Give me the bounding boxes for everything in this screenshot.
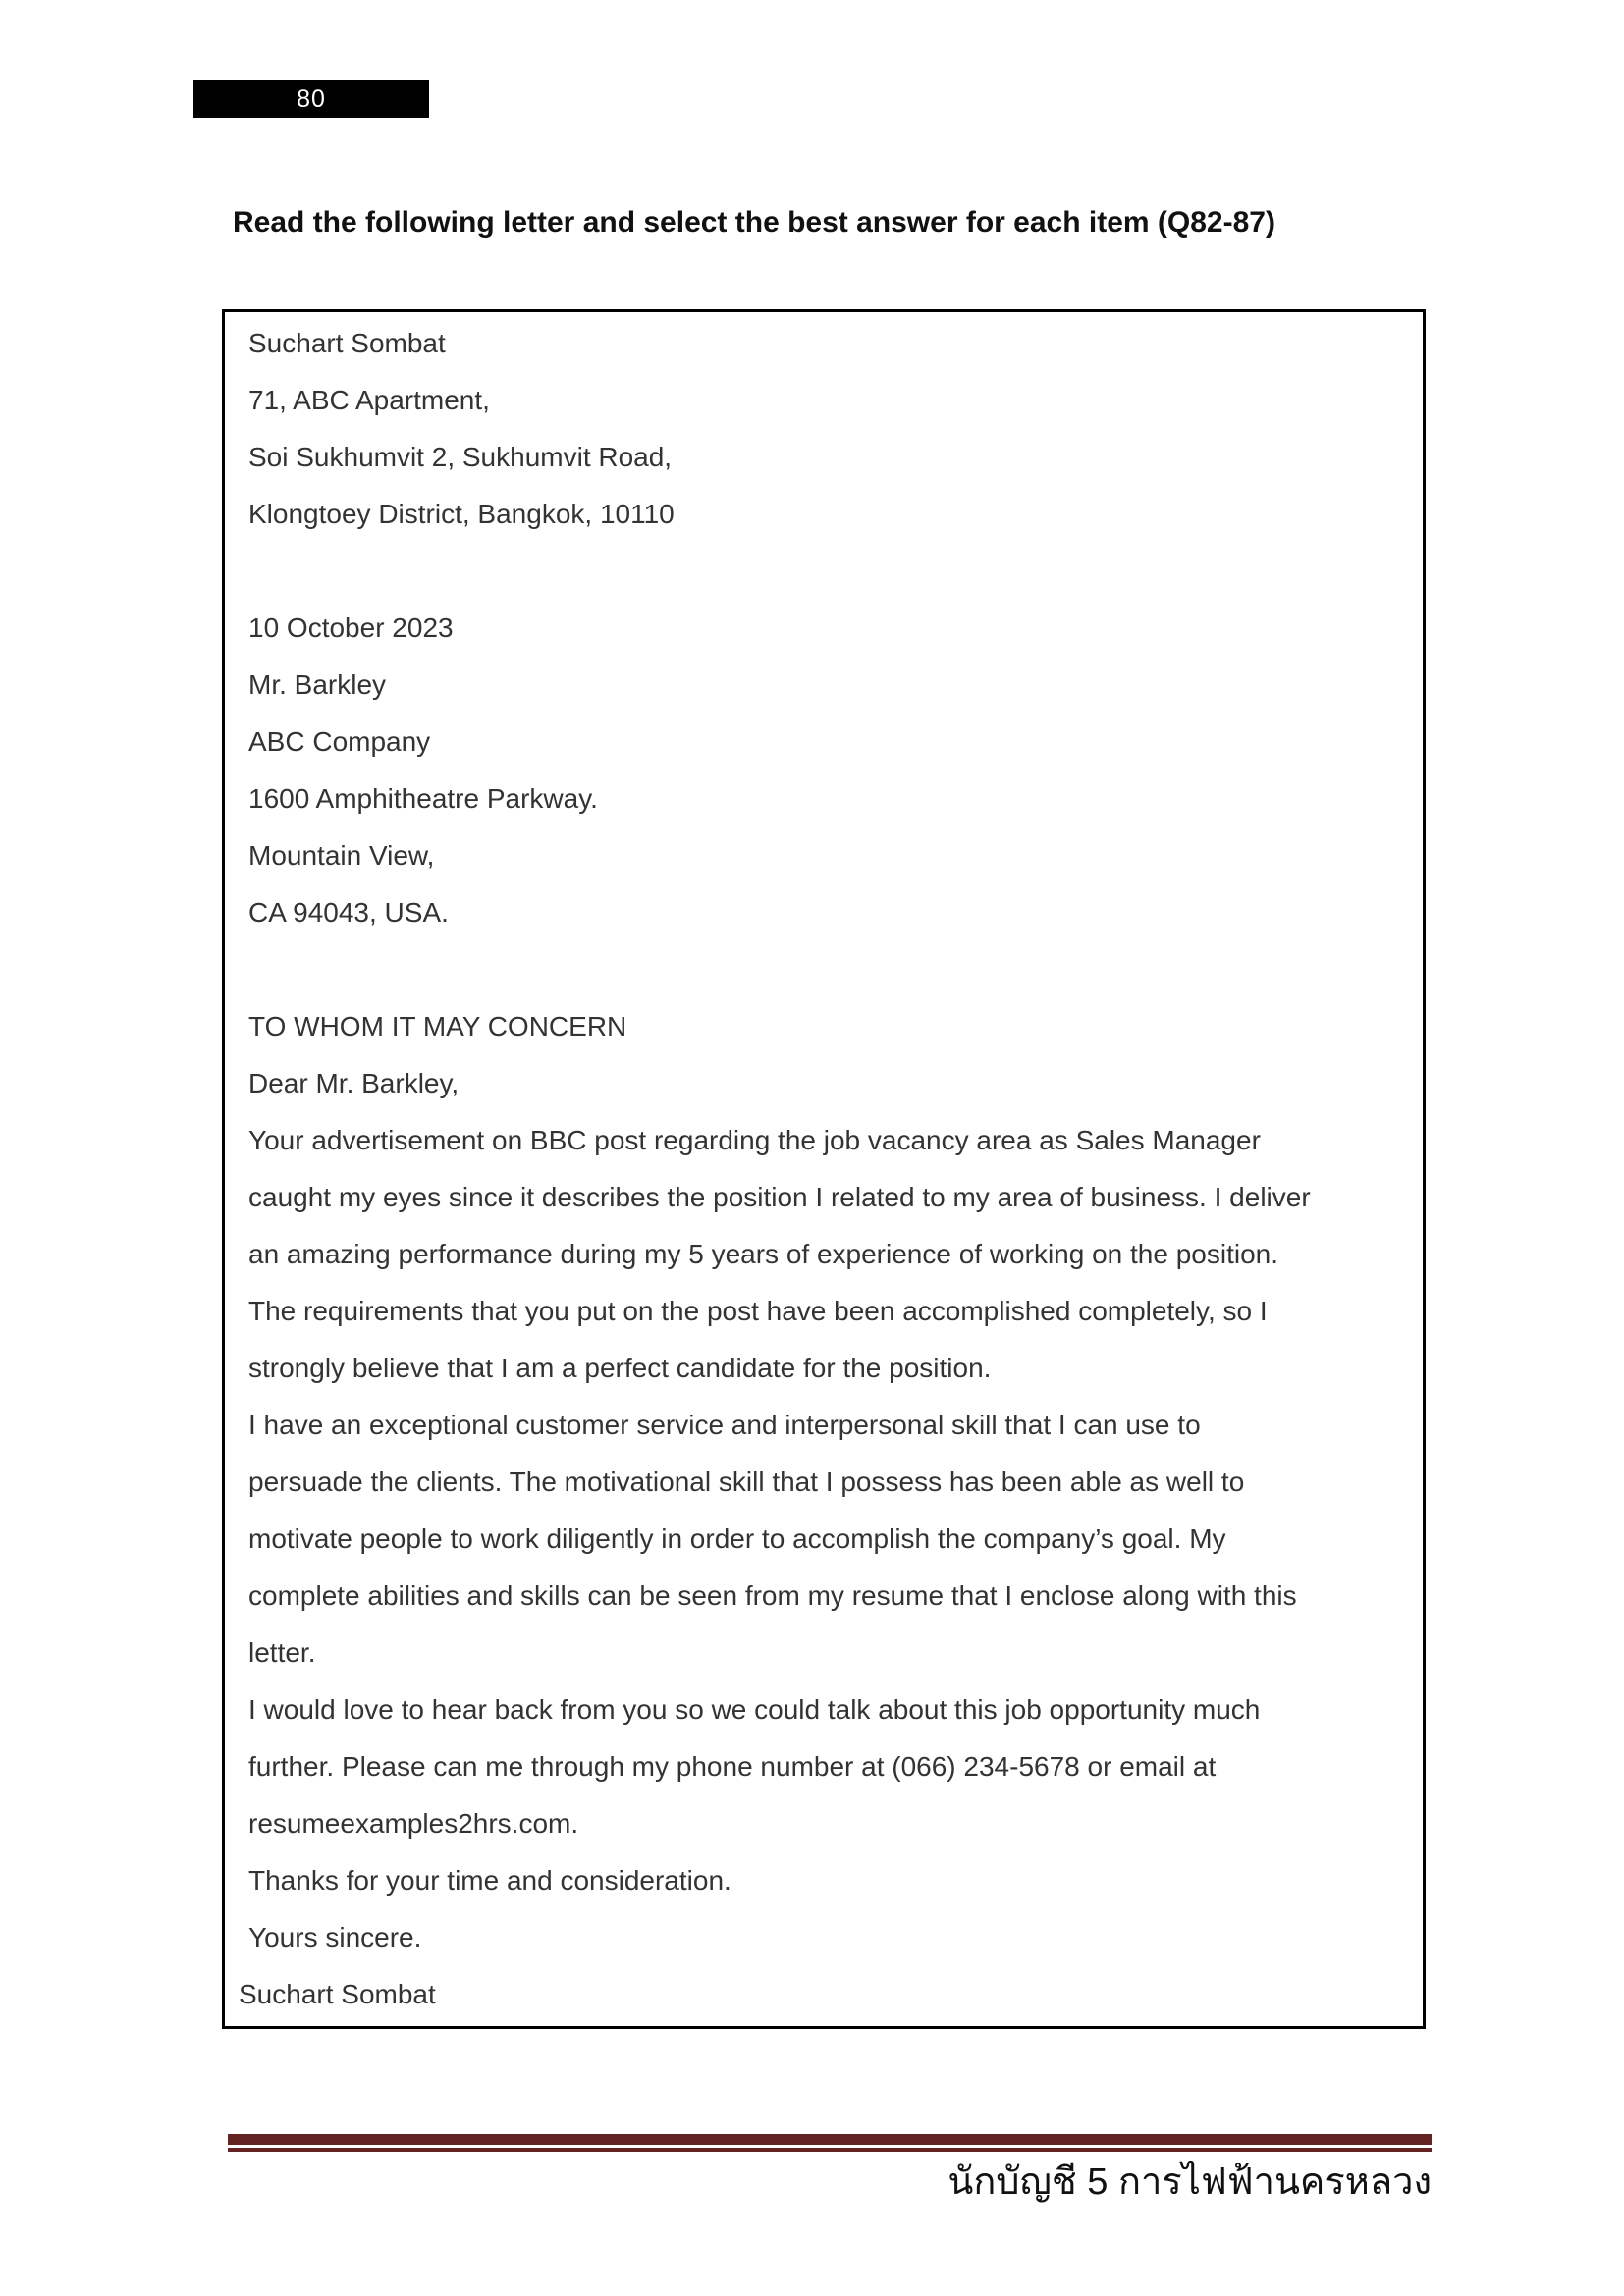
letter-line-recipient-address-3: CA 94043, USA. <box>248 897 449 928</box>
letter-line-body: an amazing performance during my 5 years of experience of working on the position. <box>248 1239 1279 1269</box>
letter-line-body: complete abilities and skills can be seen from my resume that I enclose along with this <box>248 1580 1297 1611</box>
letter-line-body: I have an exceptional customer service and interpersonal skill that I can use to <box>248 1410 1201 1440</box>
letter-line-body: caught my eyes since it describes the position I related to my area of business. I deliver <box>248 1182 1311 1212</box>
letter-line-body: motivate people to work diligently in order to accomplish the company’s goal. My <box>248 1523 1226 1554</box>
footer-text: นักบัญชี 5 การไฟฟ้านครหลวง <box>947 2162 1432 2203</box>
letter-line-recipient-address-2: Mountain View, <box>248 840 435 871</box>
page-number-badge: 80 <box>193 80 429 118</box>
letter-line-blank <box>248 543 1413 600</box>
letter-line-date: 10 October 2023 <box>248 613 454 643</box>
letter-line-signature: Suchart Sombat <box>239 1979 436 2009</box>
letter-line-body: The requirements that you put on the post have been accomplished completely, so I <box>248 1296 1268 1326</box>
footer-rule-thin <box>228 2148 1432 2152</box>
letter-line-body: persuade the clients. The motivational skill that I possess has been able as well to <box>248 1467 1245 1497</box>
letter-line-sender-address-2: Soi Sukhumvit 2, Sukhumvit Road, <box>248 442 673 472</box>
instruction-heading: Read the following letter and select the best answer for each item (Q82-87) <box>233 206 1275 239</box>
letter-line-closing: Yours sincere. <box>248 1922 422 1952</box>
letter-line-salutation-caps: TO WHOM IT MAY CONCERN <box>248 1011 627 1041</box>
letter-box <box>222 309 1426 2029</box>
letter-line-salutation: Dear Mr. Barkley, <box>248 1068 460 1098</box>
letter-line-body: Thanks for your time and consideration. <box>248 1865 731 1896</box>
letter-line-recipient-name: Mr. Barkley <box>248 669 387 700</box>
letter-line-body: strongly believe that I am a perfect candidate for the position. <box>248 1353 992 1383</box>
footer-rule-thick <box>228 2134 1432 2145</box>
letter-line-body: further. Please can me through my phone number at (066) 234-5678 or email at <box>248 1751 1217 1782</box>
letter-line-body: resumeexamples2hrs.com. <box>248 1808 579 1839</box>
letter-line-body: letter. <box>248 1637 316 1668</box>
letter-line-body: Your advertisement on BBC post regarding the job vacancy area as Sales Manager <box>248 1125 1261 1155</box>
letter-line-sender-address-1: 71, ABC Apartment, <box>248 385 490 415</box>
letter-line-sender-address-3: Klongtoey District, Bangkok, 10110 <box>248 499 675 529</box>
letter-line-recipient-company: ABC Company <box>248 726 431 757</box>
letter-line-blank <box>248 941 1413 998</box>
letter-line-body: I would love to hear back from you so we could talk about this job opportunity much <box>248 1694 1261 1725</box>
letter-line-recipient-address-1: 1600 Amphitheatre Parkway. <box>248 783 598 814</box>
letter-line-sender-name: Suchart Sombat <box>248 328 446 358</box>
